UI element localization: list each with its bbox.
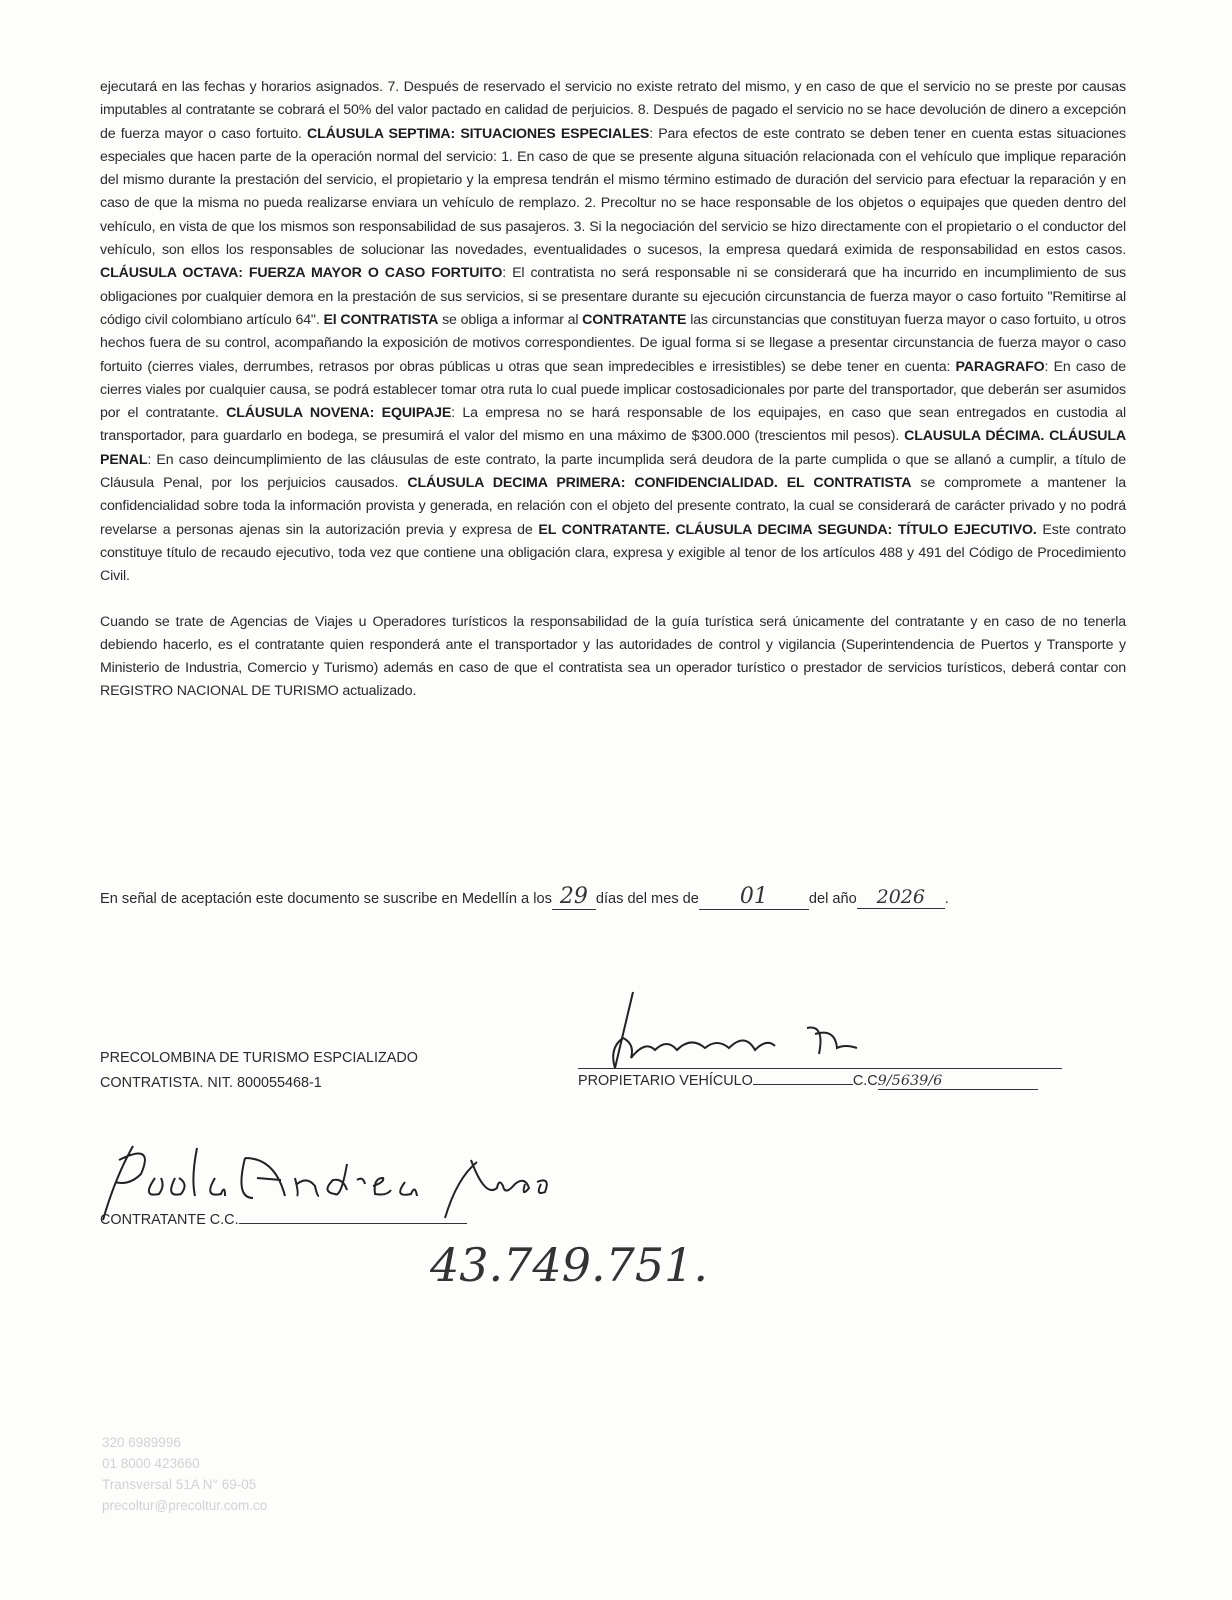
clause-heading: CLAUSULA DÉCIMA. CLÁUSULA PENAL (100, 428, 1126, 468)
clause-heading: EL CONTRATANTE. CLÁUSULA DECIMA SEGUNDA: TÍTULO EJECUTIVO. (538, 521, 1037, 538)
client-block (100, 1212, 467, 1228)
acceptance-suffix: . (944, 891, 949, 907)
clause-text: : En caso de cierres viales por cualquier causa, se podrá establecer tomar otra ruta lo cual puede implicar costosadicionales por parte del transportador, que deberán ser asumidos por el contratante. (100, 358, 1126, 422)
day-field: 29 (552, 884, 596, 910)
footer-contact (102, 1432, 267, 1516)
acceptance-mid2: del año (808, 891, 857, 907)
clause-heading: CLÁUSULA SEPTIMA: SITUACIONES ESPECIALES (307, 125, 650, 142)
client-label: CONTRATANTE C.C. (100, 1212, 239, 1228)
client-id-number: 43.749.751. (430, 1238, 708, 1292)
footer-phone: 320 6989996 (102, 1435, 181, 1450)
owner-block (578, 1068, 1062, 1090)
clause-text: : La empresa no se hará responsable de los equipajes, en caso que sean entregados en custodia al transportador, para guardarlo en bodega, se presumirá el valor del mismo en una máximo de $300.000 (trescientos mil pesos). (100, 405, 1127, 445)
clause-heading: PARAGRAFO (955, 358, 1045, 375)
clause-text: Este contrato constituye título de recaudo ejecutivo, toda vez que contiene una obligación clara, expresa y exigible al tenor de los artículos 488 y 491 del Código de Procedimiento Civil. (100, 521, 1126, 585)
acceptance-mid1: días del mes de (595, 891, 699, 907)
clause-heading: El CONTRATISTA (323, 311, 439, 328)
contractor-nit: CONTRATISTA. NIT. 800055468-1 (100, 1075, 322, 1091)
owner-cc-value: 9/5639/6 (878, 1073, 1038, 1090)
clause-text: : El contratista no será responsable ni se considerará que ha incurrido en incumplimiento de sus obligaciones por cualquier demora en la prestación de sus servicios, si se presentare durante su ejecución circunstancia de fuerza mayor o caso fortuito "Remitirse al código civil colombiano artículo 64". (100, 265, 1126, 328)
clause-heading: CONTRATANTE (582, 311, 687, 328)
clause-text: se obliga a informar al (438, 311, 583, 328)
owner-signature (595, 988, 885, 1070)
contractor-name: PRECOLOMBINA DE TURISMO ESPCIALIZADO (100, 1050, 418, 1066)
agencies-paragraph: Cuando se trate de Agencias de Viajes u Operadores turísticos la responsabilidad de la guía turística será únicamente del contratante y en caso de no tenerla debiendo hacerlo, es el contratante quien responderá ante el transportador y las autoridades de control y vigilancia (Superintendencia de Puertos y Transporte y Ministerio de Industria, Comercio y Turismo) además en caso de que el contratista sea un operador turístico o prestador de servicios turísticos, deberá contar con REGISTRO NACIONAL DE TURISMO actualizado. (100, 613, 1126, 700)
clause-heading: CLÁUSULA OCTAVA: FUERZA MAYOR O CASO FORTUITO (100, 265, 503, 282)
contract-page (100, 76, 1126, 704)
footer-address: Transversal 51A N° 69-05 (102, 1477, 257, 1492)
contractor-block (100, 1046, 418, 1096)
year-field: 2026 (857, 886, 945, 909)
owner-label: PROPIETARIO VEHÍCULO (578, 1073, 753, 1089)
month-field: 01 (699, 884, 809, 910)
clauses-paragraph (100, 76, 1126, 589)
clause-text: se compromete a mantener la confidencialidad sobre toda la información provista y generada, en relación con el objeto del presente contrato, la cual se considerará de carácter privado y no podrá revelarse a personas ajenas sin la autorización previa y expresa de (100, 475, 1126, 538)
footer-tollfree: 01 8000 423660 (102, 1456, 200, 1471)
clause-text: : En caso deincumplimiento de las cláusulas de este contrato, la parte incumplida será deudora de la parte cumplida o que se allanó a cumplir, a título de Cláusula Penal, por los perjuicios causados. (100, 451, 1126, 492)
clause-text: ejecutará en las fechas y horarios asignados. 7. Después de reservado el servicio no existe retrato del mismo, y en caso de que el servicio no se preste por causas imputables al contratante se cobrará el 50% del valor pactado en calidad de perjuicios. 8. Después de pagado el servicio no se hace devolución de dinero a excepción de fuerza mayor o caso fortuito. (100, 79, 1126, 142)
owner-cc-label: C.C (852, 1073, 878, 1089)
clause-heading: CLÁUSULA NOVENA: EQUIPAJE (226, 405, 452, 422)
footer-email: precoltur@precoltur.com.co (102, 1498, 268, 1513)
clause-heading: CLÁUSULA DECIMA PRIMERA: CONFIDENCIALIDAD. EL CONTRATISTA (407, 475, 912, 492)
acceptance-line (100, 884, 949, 910)
clause-text: las circunstancias que constituyan fuerza mayor o caso fortuito, u otros hechos fuera de su control, acompañando la exposición de motivos correspondientes. De igual forma si se llegase a presentar circunstancia de fuerza mayor o caso fortuito (cierres viales, derrumbes, retrasos por obras públicas u otras que sean impredecibles e irresistibles) se debe tener en cuenta: (100, 311, 1126, 375)
clause-text: : Para efectos de este contrato se deben tener en cuenta estas situaciones especiales que hacen parte de la operación normal del servicio: 1. En caso de que se presente alguna situación relacionada con el vehículo que implique reparación del mismo durante la prestación del servicio, el propietario y la empresa tendrán el mismo término estimado de duración del servicio para efectuar la reparación y en caso de que la misma no pueda realizarse enviara un vehículo de remplazo. 2. Precoltur no se hace responsable de los objetos o equipajes que queden dentro del vehículo, en vista de que los mismos son responsabilidad de sus pasajeros. 3. Si la negociación del servicio se hizo directamente con el propietario o el conductor del vehículo, son ellos los responsables de solucionar las novedades, eventualidades o sucesos, la empresa quedará eximida de responsabilidad en estos casos. (100, 125, 1126, 259)
acceptance-prefix: En señal de aceptación este documento se suscribe en Medellín a los (100, 891, 552, 907)
